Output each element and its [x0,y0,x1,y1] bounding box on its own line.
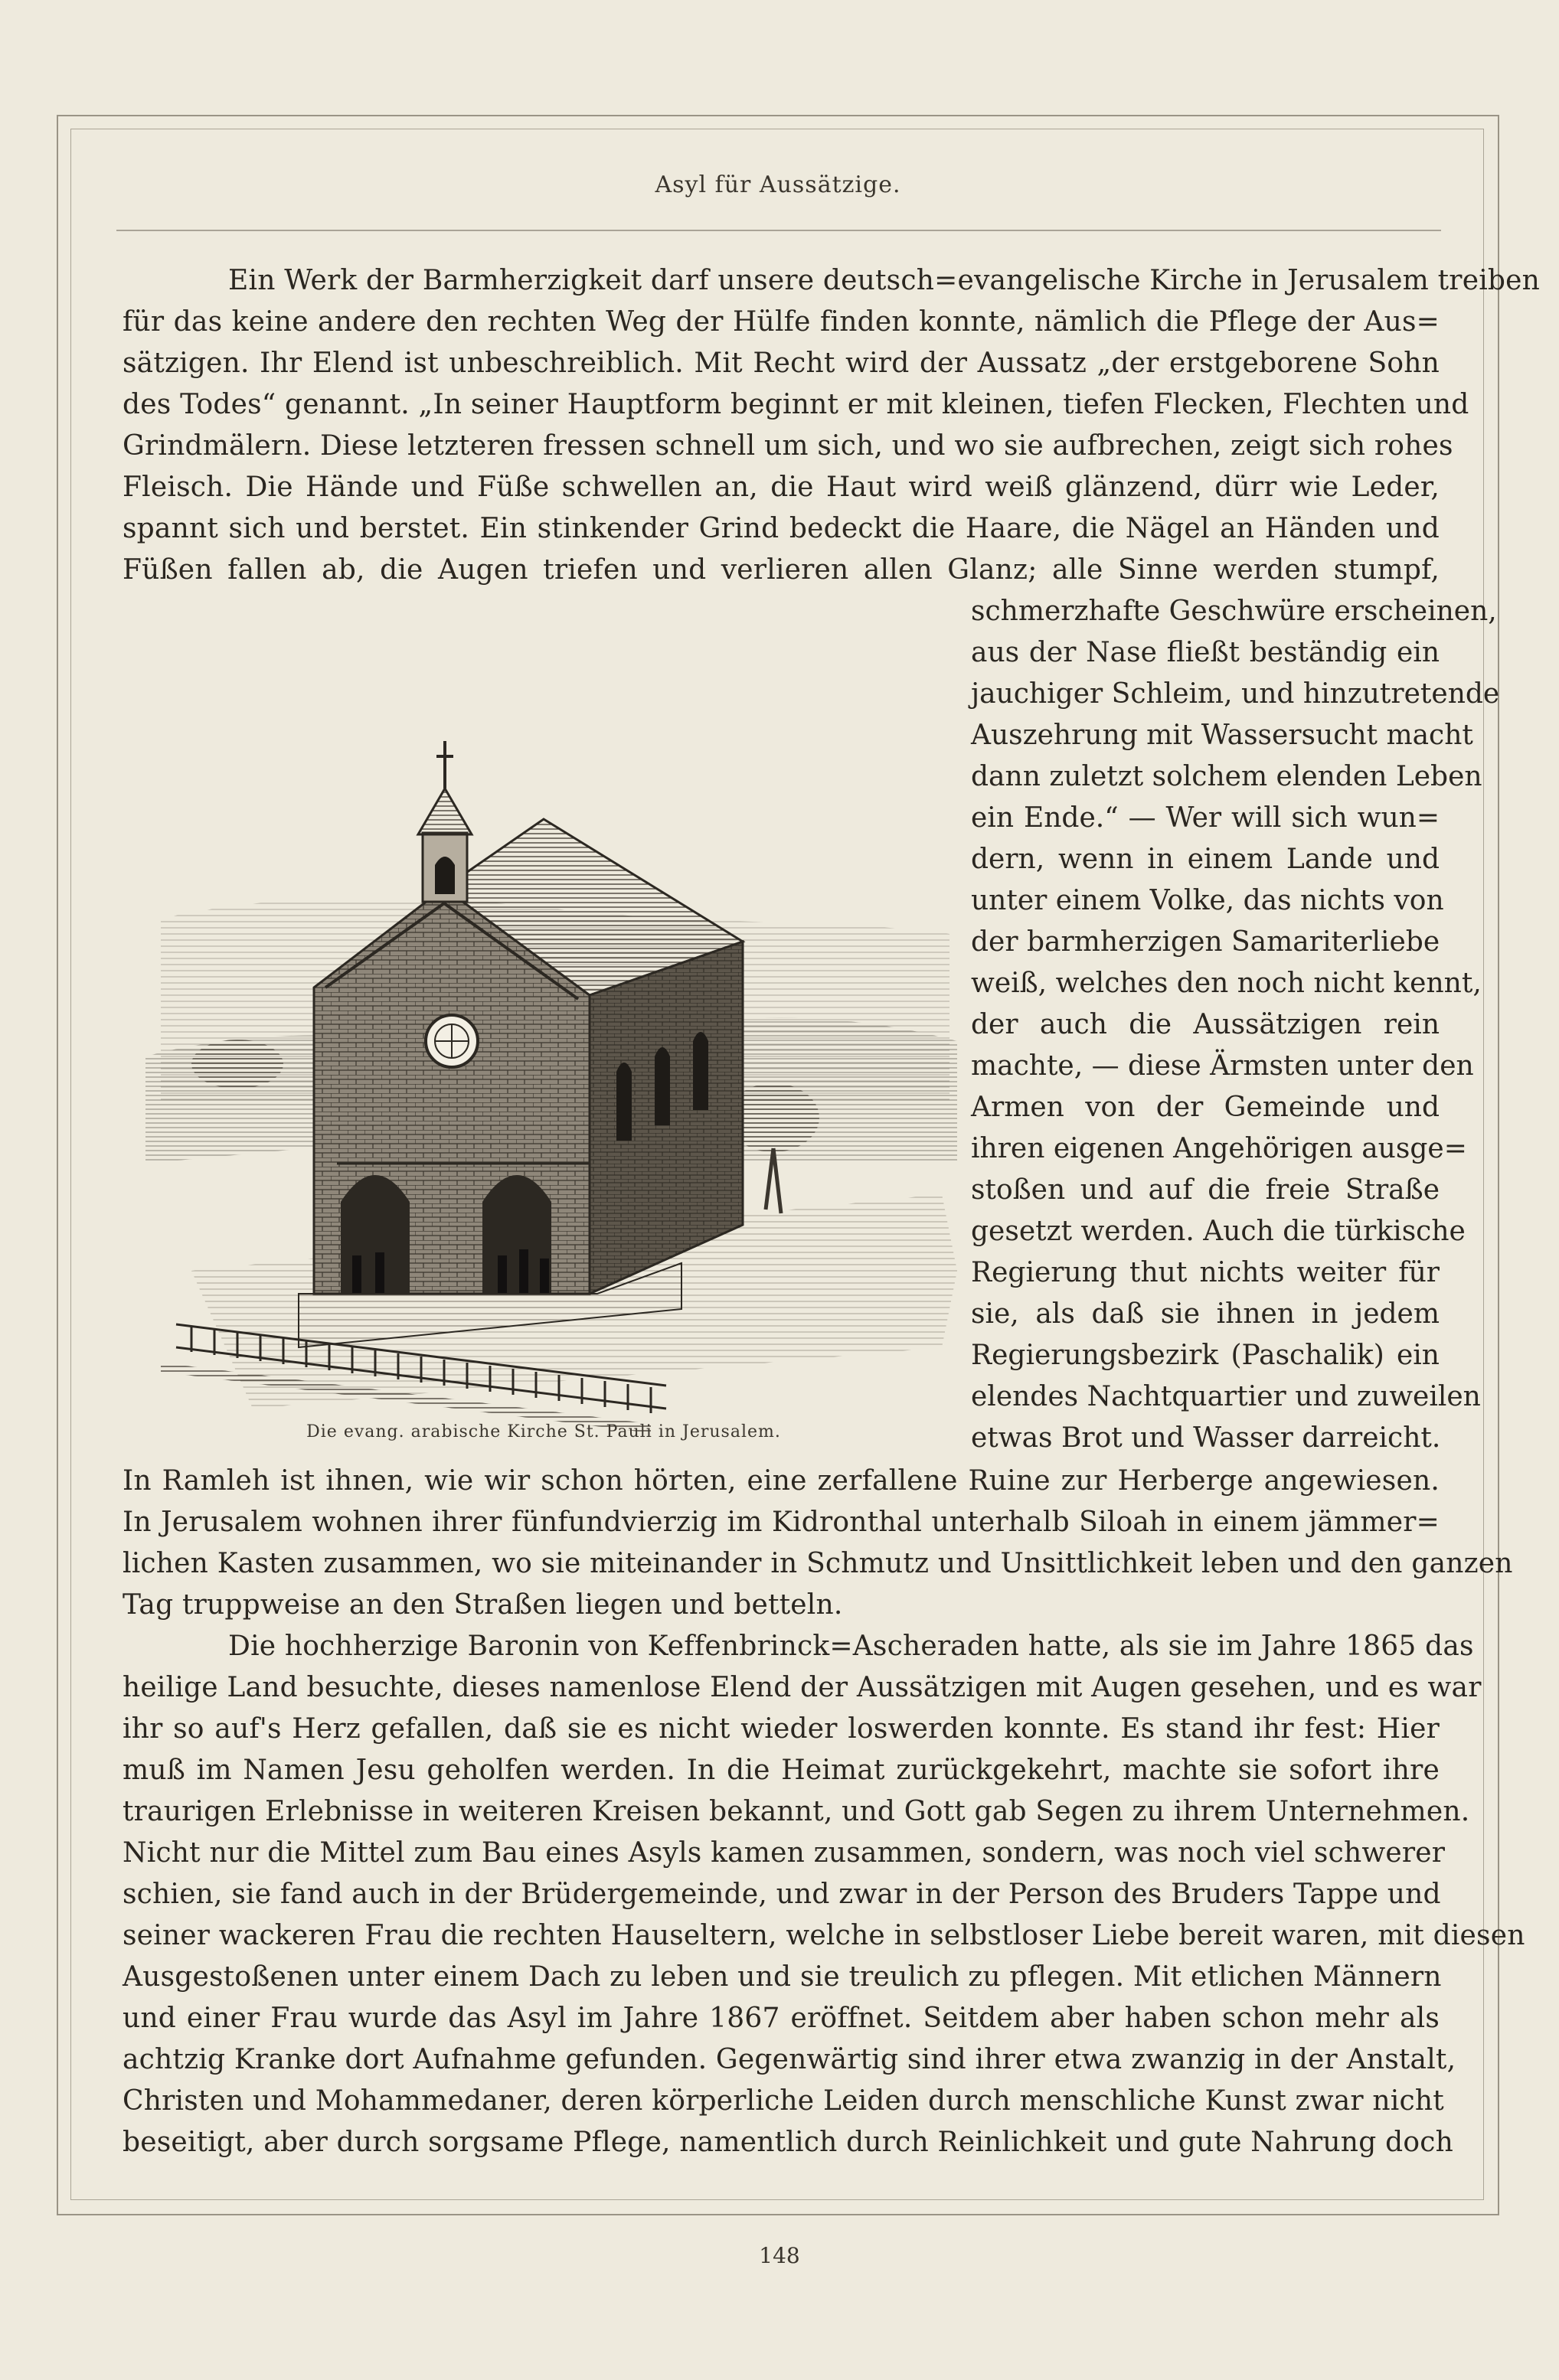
text-line: Grindmälern. Diese letzteren fressen schnell um sich, und wo sie aufbrechen, zeigt sich rohes [123,430,1453,462]
paragraph-1-bottom [123,1461,1513,1626]
paragraph-2 [123,1626,1525,2163]
text-line: elendes Nachtquartier und zuweilen [971,1381,1481,1412]
text-line: für das keine andere den rechten Weg der Hülfe finden konnte, nämlich die Pflege der Aus= [123,306,1440,338]
text-line: spannt sich und berstet. Ein stinkender Grind bedeckt die Haare, die Nägel an Händen und [123,513,1440,544]
running-head: Asyl für Aussätzige. [655,171,901,198]
text-line: jauchiger Schleim, und hinzutretende [971,678,1500,710]
text-line: Ein Werk der Barmherzigkeit darf unsere deutsch=evangelische Kirche in Jerusalem treiben [228,265,1541,296]
church-engraving-figure [145,735,965,1439]
text-line: stoßen und auf die freie Straße [971,1174,1440,1206]
text-line: sätzigen. Ihr Elend ist unbeschreiblich. Mit Recht wird der Aussatz „der erstgeborene Sohn [123,348,1440,379]
paragraph-1-right-column [971,591,1500,1459]
text-line: der barmherzigen Samariterliebe [971,926,1440,958]
text-line: unter einem Volke, das nichts von [971,885,1444,916]
text-line: Tag truppweise an den Straßen liegen und betteln. [123,1589,843,1621]
text-line: In Jerusalem wohnen ihrer fünfundvierzig im Kidronthal unterhalb Siloah in einem jämmer= [123,1507,1440,1538]
text-line: In Ramleh ist ihnen, wie wir schon hörten, eine zerfallene Ruine zur Herberge angewiesen. [123,1465,1440,1497]
church-engraving-icon [145,735,965,1439]
text-line: und einer Frau wurde das Asyl im Jahre 1867 eröffnet. Seitdem aber haben schon mehr als [123,2003,1440,2034]
text-line: Armen von der Gemeinde und [971,1092,1440,1123]
text-line: gesetzt werden. Auch die türkische [971,1216,1466,1247]
text-line: Ausgestoßenen unter einem Dach zu leben und sie treulich zu pflegen. Mit etlichen Männern [123,1961,1442,1993]
text-line: dann zuletzt solchem elenden Leben [971,761,1482,792]
text-line: lichen Kasten zusammen, wo sie miteinander in Schmutz und Unsittlichkeit leben und den ganzen [123,1548,1513,1579]
text-line: Regierung thut nichts weiter für [971,1257,1440,1288]
paragraph-1-top [123,260,1541,591]
text-line: dern, wenn in einem Lande und [971,844,1440,875]
text-line: Fleisch. Die Hände und Füße schwellen an, die Haut wird weiß glänzend, dürr wie Leder, [123,472,1440,503]
text-line: Nicht nur die Mittel zum Bau eines Asyls kamen zusammen, sondern, was noch viel schwerer [123,1837,1446,1869]
figure-caption: Die evang. arabische Kirche St. Pauli in Jerusalem. [306,1422,781,1441]
text-line: achtzig Kranke dort Aufnahme gefunden. Gegenwärtig sind ihrer etwa zwanzig in der Anstalt, [123,2044,1456,2075]
text-line: Auszehrung mit Wassersucht macht [971,720,1473,751]
text-line: sie, als daß sie ihnen in jedem [971,1298,1440,1330]
text-line: beseitigt, aber durch sorgsame Pflege, namentlich durch Reinlichkeit und gute Nahrung doch [123,2127,1453,2158]
text-line: aus der Nase fließt beständig ein [971,637,1440,668]
text-line: muß im Namen Jesu geholfen werden. In die Heimat zurückgekehrt, machte sie sofort ihre [123,1755,1440,1786]
text-line: seiner wackeren Frau die rechten Hauseltern, welche in selbstloser Liebe bereit waren, mit diesen [123,1920,1525,1951]
text-line: schien, sie fand auch in der Brüdergemeinde, und zwar in der Person des Bruders Tappe und [123,1879,1441,1910]
text-line: der auch die Aussätzigen rein [971,1009,1440,1040]
text-line: Die hochherzige Baronin von Keffenbrinck=Ascheraden hatte, als sie im Jahre 1865 das [228,1631,1474,1662]
text-line: ein Ende.“ — Wer will sich wun= [971,802,1440,834]
page-number: 148 [759,2243,800,2268]
text-line: Füßen fallen ab, die Augen triefen und verlieren allen Glanz; alle Sinne werden stumpf, [123,554,1440,586]
text-line: ihren eigenen Angehörigen ausge= [971,1133,1467,1164]
text-line: heilige Land besuchte, dieses namenlose Elend der Aussätzigen mit Augen gesehen, und es war [123,1672,1482,1703]
text-line: weiß, welches den noch nicht kennt, [971,968,1482,999]
text-line: Christen und Mohammedaner, deren körperliche Leiden durch menschliche Kunst zwar nicht [123,2085,1444,2117]
text-line: traurigen Erlebnisse in weiteren Kreisen bekannt, und Gott gab Segen zu ihrem Unternehmen. [123,1796,1470,1827]
text-line: schmerzhafte Geschwüre erscheinen, [971,596,1497,627]
text-line: etwas Brot und Wasser darreicht. [971,1422,1441,1454]
text-line: ihr so auf's Herz gefallen, daß sie es nicht wieder loswerden konnte. Es stand ihr fest: Hier [123,1713,1440,1745]
text-line: des Todes“ genannt. „In seiner Hauptform beginnt er mit kleinen, tiefen Flecken, Flechten und [123,389,1469,420]
text-line: machte, — diese Ärmsten unter den [971,1050,1474,1082]
text-line: Regierungsbezirk (Paschalik) ein [971,1340,1440,1371]
head-rule [116,230,1441,231]
